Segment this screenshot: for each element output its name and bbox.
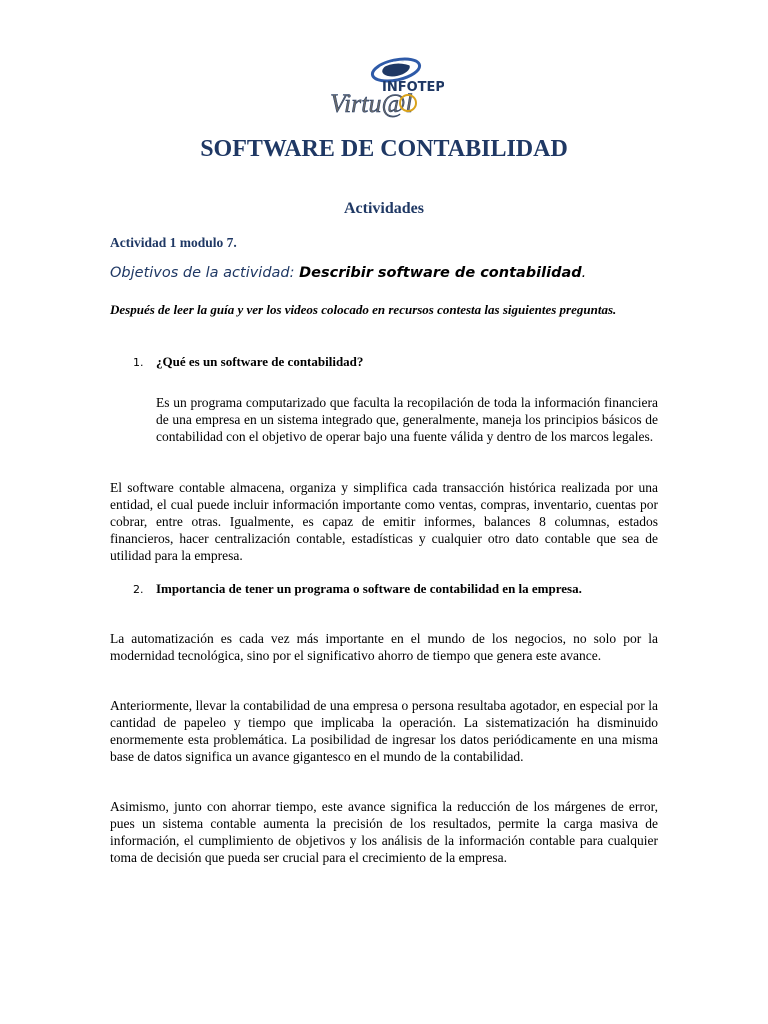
paragraph-2: La automatización es cada vez más importante en el mundo de los negocios, no solo por la modernidad tecnológica, sino por el significativo ahorro de tiempo que genera este avance. — [110, 631, 658, 663]
objectives-label: Objetivos de la actividad: — [110, 265, 295, 281]
logo-graphic — [326, 56, 444, 118]
logo-brand: INFOTEP — [382, 80, 444, 95]
infotep-virtual-logo — [326, 56, 444, 118]
paragraph-3: Anteriormente, llevar la contabilidad de una empresa o persona resultaba agotador, en especial por la cantidad de papeleo y tiempo que implicaba la operación. La sistematización ha disminuido enormemente esta problemática. La posibilidad de ingresar los datos periódicamente en una misma base de datos significa un avance gigantesco en el mundo de la contabilidad. — [110, 698, 658, 764]
paragraph-4: Asimismo, junto con ahorrar tiempo, este avance significa la reducción de los márgenes de error, pues un sistema contable aumenta la precisión de los resultados, permite la carga masiva de información, el cumplimiento de objetivos y los análisis de la información contable para cualquier toma de decisión que pueda ser crucial para el crecimiento de la empresa. — [110, 799, 658, 865]
answer-1-paragraph: Es un programa computarizado que faculta la recopilación de toda la información financiera de una empresa en un sistema integrado que, generalmente, maneja los principios básicos de contabilidad con el objetivo de operar bajo una fuente válida y dentro de los marcos legales. — [156, 395, 658, 444]
objectives-line — [110, 265, 670, 281]
logo-script: Virtu@l — [330, 89, 413, 118]
question-2-number: 2. — [133, 583, 144, 596]
document-title: SOFTWARE DE CONTABILIDAD — [200, 136, 568, 162]
objectives-end: . — [581, 265, 587, 281]
question-1-text: ¿Qué es un software de contabilidad? — [156, 354, 364, 369]
question-2-text: Importancia de tener un programa o software de contabilidad en la empresa. — [156, 581, 582, 596]
activity-label: Actividad 1 modulo 7. — [110, 235, 237, 250]
section-subtitle: Actividades — [344, 200, 424, 217]
intro-instructions: Después de leer la guía y ver los videos colocado en recursos contesta las siguientes preguntas. — [110, 302, 617, 317]
question-1-number: 1. — [133, 356, 144, 369]
paragraph-1: El software contable almacena, organiza y simplifica cada transacción histórica realizada por una entidad, el cual puede incluir información importante como ventas, compras, inventario, cuentas por cobrar, entre otras. Igualmente, es capaz de emitir informes, balances 8 columnas, estados financieros, hacer centralización contable, estadísticas y cualquier otro dato contable que sea de utilidad para la empresa. — [110, 480, 658, 563]
objectives-text: Describir software de contabilidad — [299, 265, 582, 281]
